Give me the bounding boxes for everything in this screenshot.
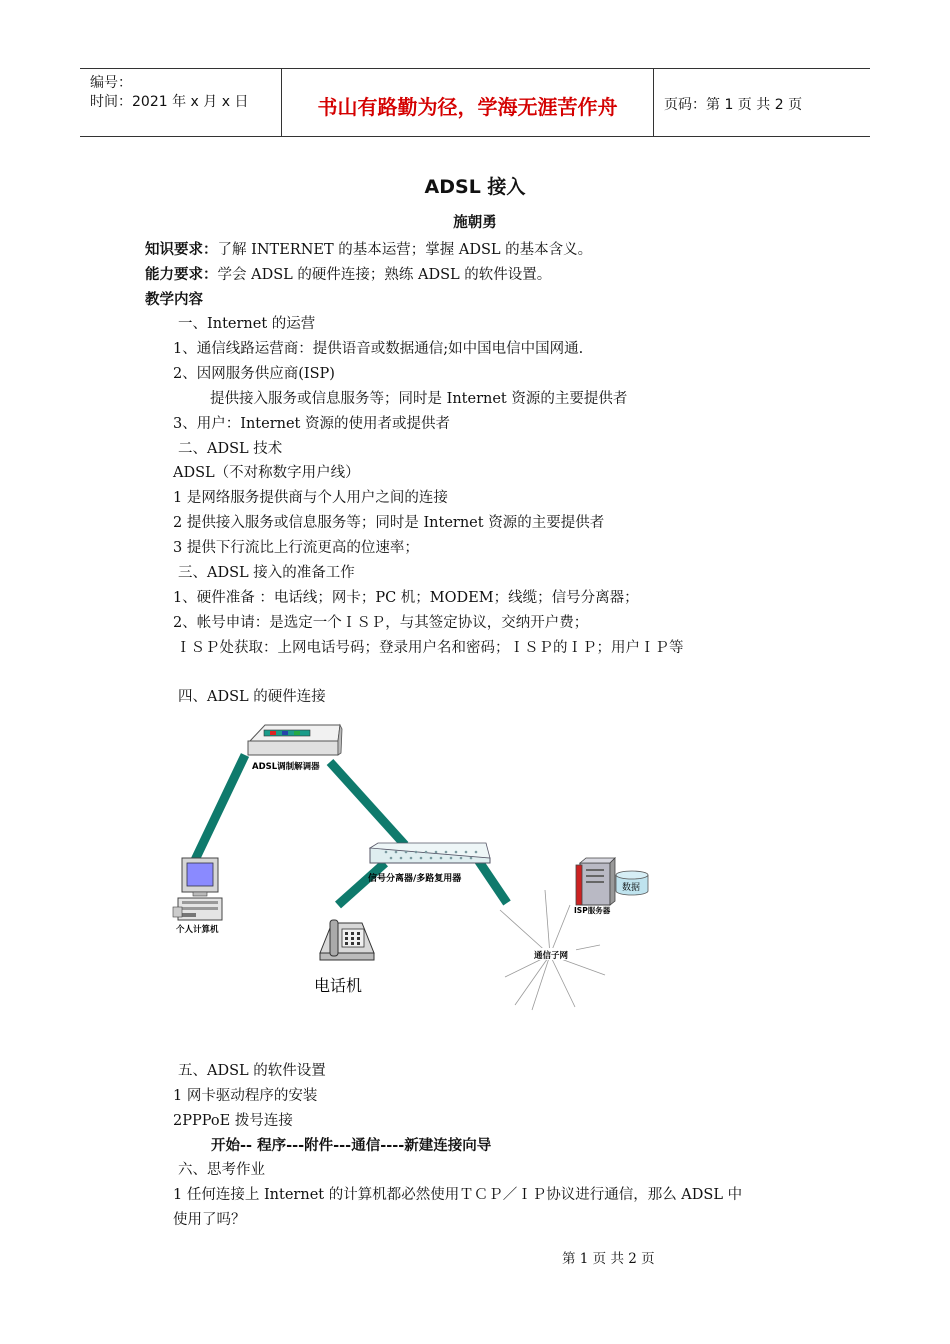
wizard-path: 开始-- 程序---附件---通信----新建连接向导 (211, 1138, 492, 1154)
doc-title: ADSL 接入 (424, 176, 526, 198)
body-line: ＩＳＰ处获取：上网电话号码；登录用户名和密码；ＩＳＰ的ＩＰ；用户ＩＰ等 (176, 640, 684, 656)
section-2-heading: 二、ADSL 技术 (178, 441, 283, 457)
body-line: 3、用户：Internet 资源的使用者或提供者 (173, 416, 450, 432)
ability-requirement (145, 263, 551, 284)
modem-label: ADSL调制解调器 (252, 762, 320, 772)
header-motto-cell (282, 69, 654, 136)
header-info-cell (80, 69, 282, 136)
splitter-label: 信号分离器/多路复用器 (368, 874, 462, 884)
adsl-connection-diagram (160, 715, 680, 1015)
personal-computer-icon (173, 858, 222, 920)
body-line: 使用了吗？ (173, 1212, 246, 1228)
header-motto: 书山有路勤为径，学海无涯苦作舟 (317, 95, 618, 119)
cable-splitter-phone (338, 863, 385, 905)
knowledge-text: 了解 INTERNET 的基本运营；掌握 ADSL 的基本含义。 (217, 242, 593, 258)
body-line: 1 任何连接上 Internet 的计算机都必然使用ＴＣＰ／ＩＰ协议进行通信，那么 ADSL 中 (173, 1187, 743, 1203)
body-line: 2PPPoE 拨号连接 (173, 1113, 293, 1129)
knowledge-label: 知识要求： (145, 242, 218, 258)
body-line: ADSL（不对称数字用户线） (173, 465, 360, 481)
cable-modem-pc (195, 755, 245, 860)
header-page-number: 页码：第 1 页 共 2 页 (664, 97, 803, 113)
ability-text: 学会 ADSL 的硬件连接；熟练 ADSL 的软件设置。 (217, 267, 552, 283)
section-3-heading: 三、ADSL 接入的准备工作 (178, 565, 355, 581)
isp-server-icon (576, 858, 615, 905)
splitter-icon (370, 843, 490, 863)
body-line: 2 提供接入服务或信息服务等；同时是 Internet 资源的主要提供者 (173, 515, 605, 531)
section-4-heading: 四、ADSL 的硬件连接 (178, 689, 326, 705)
body-line: 提供接入服务或信息服务等；同时是 Internet 资源的主要提供者 (210, 391, 628, 407)
body-line: 1 网卡驱动程序的安装 (173, 1088, 318, 1104)
doc-author: 施朝勇 (453, 215, 497, 231)
header-time: 时间：2021 年 x 月 x 日 (90, 94, 249, 110)
cable-splitter-network (478, 860, 507, 903)
isp-label: ISP服务器 (574, 906, 611, 915)
header-page-cell (654, 69, 870, 136)
body-line: 1 是网络服务提供商与个人用户之间的连接 (173, 490, 448, 506)
section-6-heading: 六、思考作业 (178, 1162, 265, 1178)
network-label: 通信子网 (534, 951, 569, 961)
body-line: 3 提供下行流比上行流更高的位速率； (173, 540, 419, 556)
cable-modem-splitter (330, 762, 405, 845)
content-heading: 教学内容 (145, 292, 203, 308)
ability-label: 能力要求： (145, 267, 218, 283)
pc-label: 个人计算机 (176, 925, 219, 935)
body-line: 2、因网服务供应商(ISP) (173, 366, 335, 382)
page-footer: 第 1 页 共 2 页 (562, 1251, 655, 1267)
body-line: 2、帐号申请：是选定一个ＩＳＰ，与其签定协议，交纳开户费； (173, 615, 589, 631)
knowledge-requirement (145, 238, 592, 259)
phone-label: 电话机 (314, 976, 363, 995)
telephone-icon (320, 920, 374, 960)
adsl-modem-icon (248, 725, 342, 755)
data-label: 数据 (622, 883, 641, 893)
page-header (80, 68, 870, 137)
body-line: 1、硬件准备 ：电话线；网卡；PC 机；MODEM；线缆；信号分离器； (173, 590, 639, 606)
header-number: 编号： (90, 75, 132, 91)
section-1-heading: 一、Internet 的运营 (178, 316, 316, 332)
section-5-heading: 五、ADSL 的软件设置 (178, 1063, 326, 1079)
body-line: 1、通信线路运营商：提供语音或数据通信;如中国电信中国网通. (173, 341, 584, 357)
